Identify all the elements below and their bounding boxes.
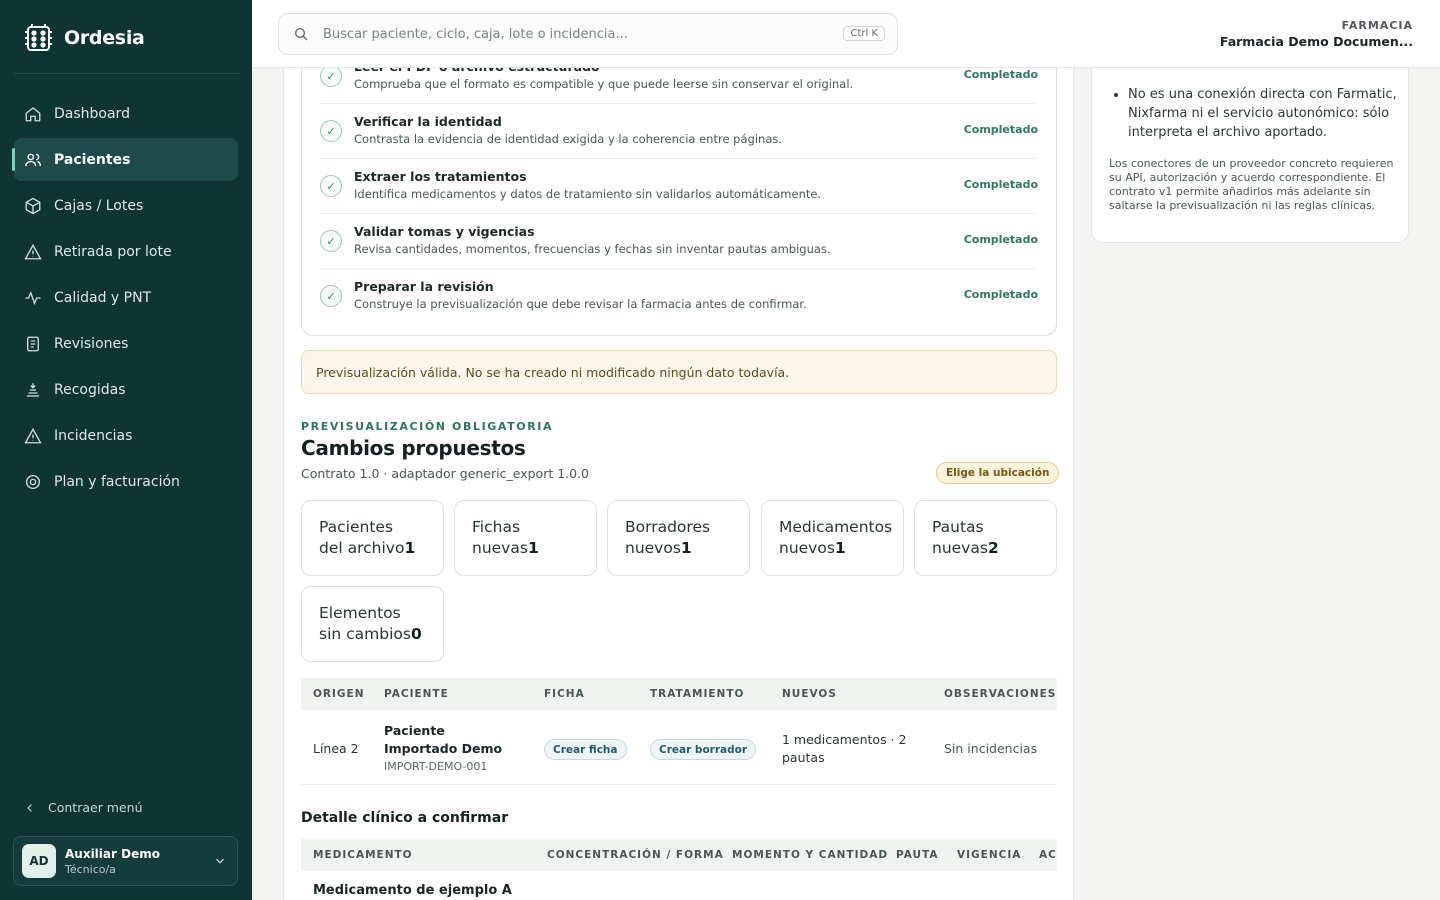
user-name: Auxiliar Demo — [65, 846, 160, 861]
sidebar-item-calidad-pnt[interactable] — [14, 276, 238, 319]
column-header: TRATAMIENTO — [650, 688, 745, 700]
stat-label: nuevas — [472, 539, 528, 557]
stat-value: 1 — [404, 539, 416, 557]
column-header: ORIGEN — [313, 688, 365, 700]
stat-value: 2 — [987, 539, 999, 557]
divider — [14, 73, 240, 74]
column-header: PACIENTE — [384, 688, 449, 700]
sidebar-item-label: Plan y facturación — [54, 473, 180, 490]
step-title: Validar tomas y vigencias — [354, 224, 535, 239]
sidebar — [0, 0, 252, 900]
sidebar-item-dashboard[interactable] — [14, 92, 238, 135]
step-description: Contrasta la evidencia de identidad exigida y la coherencia entre páginas. — [354, 132, 783, 146]
sidebar-item-label: Calidad y PNT — [54, 289, 152, 306]
stat-label-line — [472, 538, 596, 559]
stat-value: 1 — [527, 539, 539, 557]
settings-icon — [24, 473, 42, 491]
cell-paciente-id: IMPORT-DEMO-001 — [384, 760, 488, 773]
cell-paciente: Paciente — [384, 723, 445, 738]
table-row[interactable] — [301, 711, 1057, 785]
info-note: Los conectores de un proveedor concreto requieren su API, autorización y acuerdo correspondiente. El contrato v1 permite añadirlos más adelante sin saltarse la previsualización ni las reglas clínicas. — [1109, 157, 1394, 212]
changes-table-header — [301, 678, 1057, 710]
process-steps — [301, 48, 1057, 336]
stat-label: Medicamentos — [779, 518, 893, 536]
alert-icon — [24, 427, 42, 445]
sidebar-item-label: Dashboard — [54, 105, 130, 122]
step-status: Completado — [963, 233, 1038, 246]
collapse-menu-button[interactable] — [24, 800, 143, 815]
home-icon — [24, 105, 42, 123]
pharmacy-label: FARMACIA — [1341, 19, 1413, 32]
stat-label: Pautas — [932, 518, 984, 536]
step-item — [320, 159, 1038, 214]
info-list — [1108, 85, 1398, 142]
stat-label-line — [932, 538, 1056, 559]
import-panel — [283, 68, 1074, 900]
sidebar-item-revisiones[interactable] — [14, 322, 238, 365]
collapse-label: Contraer menú — [48, 800, 143, 815]
sidebar-item-label: Revisiones — [54, 335, 129, 352]
detail-table-header — [301, 839, 1057, 871]
stat-label: del archivo — [319, 539, 405, 557]
stat-label: Pacientes — [319, 518, 394, 536]
search-input[interactable] — [278, 13, 898, 55]
step-title: Preparar la revisión — [354, 279, 494, 294]
info-bullet: • No es una conexión directa con Farmatic, Nixfarma ni el servicio autonómico: sólo interpreta el archivo aportado. — [1128, 85, 1398, 142]
stack-icon — [24, 381, 42, 399]
warning-icon — [24, 243, 42, 261]
step-title: Verificar la identidad — [354, 114, 502, 129]
main-nav — [14, 92, 238, 506]
step-item — [320, 104, 1038, 159]
section-title: Cambios propuestos — [301, 436, 526, 460]
create-record-badge: Crear ficha — [544, 739, 627, 760]
sidebar-item-retirada-por-lote[interactable] — [14, 230, 238, 273]
logo-icon — [22, 22, 54, 54]
stat-card — [607, 500, 750, 576]
sidebar-item-label: Recogidas — [54, 381, 126, 398]
cell-paciente: Importado Demo — [384, 741, 503, 756]
clipboard-icon — [24, 335, 42, 353]
avatar: AD — [22, 844, 56, 878]
users-icon — [24, 151, 42, 169]
column-header: CONCENTRACIÓN / FORMA — [547, 849, 724, 861]
stat-card — [761, 500, 904, 576]
step-status: Completado — [963, 123, 1038, 136]
search-icon — [293, 26, 309, 42]
create-draft-badge: Crear borrador — [650, 739, 756, 760]
stat-value: 1 — [834, 539, 846, 557]
column-header: VIGENCIA — [957, 849, 1022, 861]
detail-row-medication[interactable]: Medicamento de ejemplo A — [313, 883, 512, 898]
step-description: Identifica medicamentos y datos de tratamiento sin validarlos automáticamente. — [354, 187, 822, 201]
stat-card — [301, 500, 444, 576]
step-description: Construye la previsualización que debe revisar la farmacia antes de confirmar. — [354, 297, 807, 311]
user-menu[interactable] — [13, 836, 238, 886]
stat-value: 1 — [680, 539, 692, 557]
step-status: Completado — [963, 288, 1038, 301]
cell-origen: Línea 2 — [313, 741, 359, 756]
user-role: Técnico/a — [65, 862, 116, 876]
stat-label: nuevos — [779, 539, 835, 557]
detail-title: Detalle clínico a confirmar — [301, 810, 509, 826]
section-subtitle: Contrato 1.0 · adaptador generic_export 1.0.0 — [301, 466, 590, 481]
column-header: OBSERVACIONES — [944, 688, 1057, 700]
shortcut-hint: Ctrl K — [843, 26, 885, 41]
stat-card — [301, 586, 444, 662]
check-icon: ✓ — [320, 175, 342, 197]
step-status: Completado — [963, 178, 1038, 191]
step-description: Revisa cantidades, momentos, frecuencias y fechas sin inventar pautas ambiguas. — [354, 242, 831, 256]
brand-name: Ordesia — [64, 27, 145, 49]
cell-observaciones: Sin incidencias — [944, 741, 1038, 756]
sidebar-item-label: Pacientes — [54, 151, 131, 168]
stat-label-line — [625, 538, 749, 559]
column-header: FICHA — [544, 688, 585, 700]
stat-card — [914, 500, 1057, 576]
info-card — [1091, 40, 1409, 243]
user-info — [65, 847, 160, 876]
column-header: NUEVOS — [782, 688, 837, 700]
sidebar-item-pacientes[interactable] — [14, 138, 238, 181]
cell-nuevos: pautas — [782, 750, 825, 765]
stat-label: sin cambios — [319, 625, 411, 643]
stat-label: Fichas — [472, 518, 521, 536]
pharmacy-name: Farmacia Demo Documen... — [1219, 34, 1413, 49]
column-header: MOMENTO Y CANTIDAD — [732, 849, 889, 861]
sidebar-item-label: Cajas / Lotes — [54, 197, 144, 214]
column-header: AC — [1039, 849, 1057, 861]
location-badge[interactable]: Elige la ubicación — [936, 462, 1059, 484]
box-icon — [24, 197, 42, 215]
sidebar-item-recogidas[interactable] — [14, 368, 238, 411]
sidebar-item-cajas-lotes[interactable] — [14, 184, 238, 227]
search-placeholder: Buscar paciente, ciclo, caja, lote o incidencia... — [323, 26, 628, 42]
stat-value: 0 — [410, 625, 422, 643]
sidebar-item-plan-facturacion[interactable] — [14, 460, 238, 503]
sidebar-item-label: Retirada por lote — [54, 243, 172, 260]
chevron-down-icon — [213, 854, 227, 868]
stat-label-line — [779, 538, 903, 559]
pharmacy-selector[interactable] — [1220, 19, 1413, 49]
sidebar-item-label: Incidencias — [54, 427, 133, 444]
column-header: MEDICAMENTO — [313, 849, 413, 861]
section-eyebrow: PREVISUALIZACIÓN OBLIGATORIA — [301, 420, 554, 433]
sidebar-item-incidencias[interactable] — [14, 414, 238, 457]
topbar — [252, 0, 1440, 68]
stat-label: nuevos — [625, 539, 681, 557]
step-item — [320, 269, 1038, 324]
check-icon: ✓ — [320, 120, 342, 142]
check-icon: ✓ — [320, 65, 342, 87]
cell-nuevos: 1 medicamentos · 2 — [782, 732, 907, 747]
stat-label: Elementos — [319, 604, 401, 622]
step-description: Comprueba que el formato es compatible y que puede leerse sin conservar el original. — [354, 77, 854, 91]
stat-label-line — [319, 624, 443, 645]
stat-card — [454, 500, 597, 576]
stat-label: Borradores — [625, 518, 711, 536]
activity-icon — [24, 289, 42, 307]
step-status: Completado — [963, 68, 1038, 81]
stat-label: nuevas — [932, 539, 988, 557]
check-icon: ✓ — [320, 285, 342, 307]
validation-notice: Previsualización válida. No se ha creado ni modificado ningún dato todavía. — [301, 350, 1057, 394]
step-item — [320, 214, 1038, 269]
brand[interactable] — [22, 22, 145, 54]
chevron-left-icon — [24, 802, 36, 814]
step-title: Extraer los tratamientos — [354, 169, 527, 184]
stat-label-line — [319, 538, 443, 559]
check-icon: ✓ — [320, 230, 342, 252]
column-header: PAUTA — [896, 849, 939, 861]
